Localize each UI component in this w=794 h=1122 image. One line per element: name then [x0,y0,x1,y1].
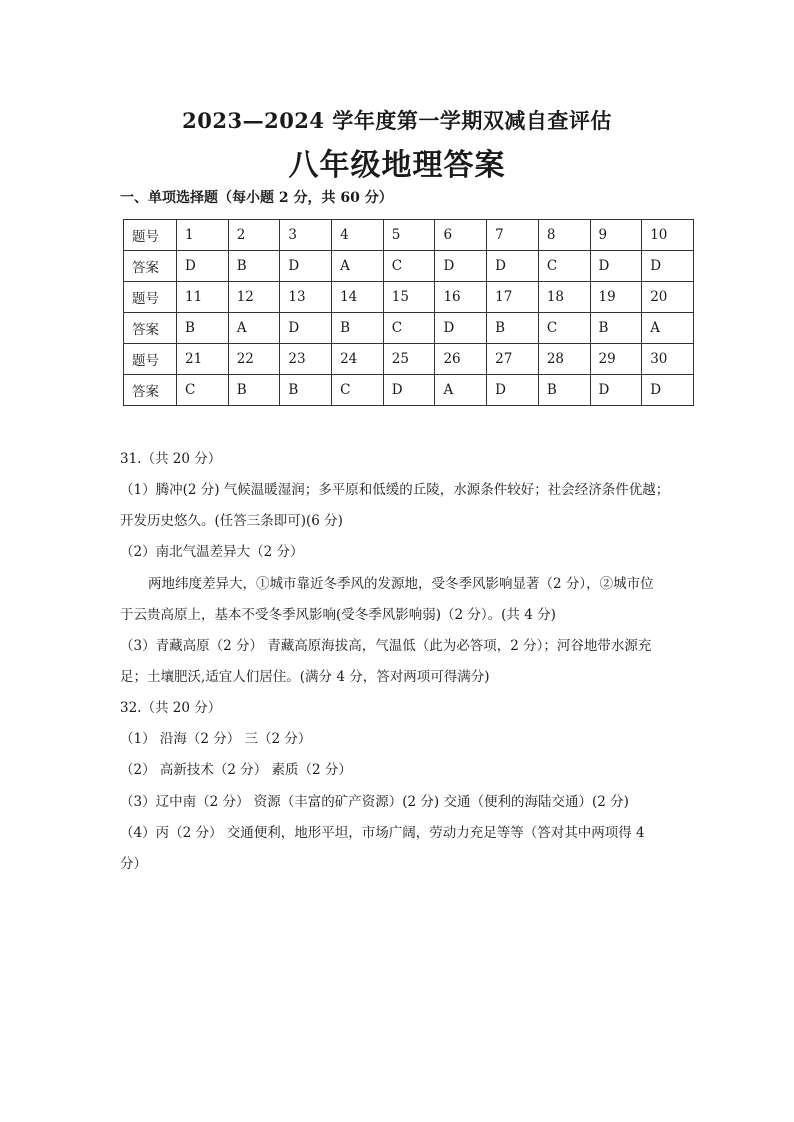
question-number-cell: 7 [487,220,539,251]
question-number-row [124,344,694,375]
question-number-cell: 23 [280,344,332,375]
answer-cell: A [642,313,694,344]
question-number-cell: 30 [642,344,694,375]
answer-cell: D [590,375,642,406]
q31-line2: 开发历史悠久。(任答三条即可)(6 分) [120,513,343,529]
answer-cell: C [177,375,229,406]
q31-line4: 两地纬度差异大，①城市靠近冬季风的发源地，受冬季风影响显著（2 分），②城市位 [148,576,654,592]
answer-cell: C [538,313,590,344]
answer-cell: D [280,313,332,344]
question-number-cell: 9 [590,220,642,251]
answer-cell: C [383,313,435,344]
answer-cell: B [280,375,332,406]
question-number-cell: 24 [332,344,384,375]
answer-row-label: 答案 [124,375,177,406]
question-number-row-label: 题号 [124,282,177,313]
question-number-cell: 8 [538,220,590,251]
question-number-cell: 19 [590,282,642,313]
answer-cell: D [280,251,332,282]
question-number-cell: 2 [228,220,280,251]
q31-line3: （2）南北气温差异大（2 分） [120,544,304,560]
answer-cell: D [487,375,539,406]
answer-cell: D [177,251,229,282]
answer-cell: D [435,313,487,344]
answer-cell: C [538,251,590,282]
q32-line3: （3）辽中南（2 分） 资源（丰富的矿产资源）(2 分) 交通（便利的海陆交通）(2 分) [120,794,629,810]
question-number-row-label: 题号 [124,344,177,375]
question-number-row-label: 题号 [124,220,177,251]
answer-cell: D [642,251,694,282]
answer-cell: B [487,313,539,344]
answer-cell: A [435,375,487,406]
q31-line6: （3）青藏高原（2 分） 青藏高原海拔高，气温低（此为必答项，2 分）；河谷地带水源充 [120,638,652,654]
question-number-cell: 11 [177,282,229,313]
answer-cell: B [177,313,229,344]
question-number-cell: 26 [435,344,487,375]
q31-line1: （1）腾冲(2 分) 气候温暖湿润；多平原和低缓的丘陵，水源条件较好；社会经济条件优越； [120,482,670,498]
answer-cell: B [590,313,642,344]
question-number-cell: 29 [590,344,642,375]
question-number-cell: 14 [332,282,384,313]
question-number-cell: 10 [642,220,694,251]
section1-heading: 一、单项选择题（每小题 2 分，共 60 分） [120,190,393,206]
question-number-cell: 18 [538,282,590,313]
question-number-row [124,220,694,251]
q32-line5: 分） [120,856,147,872]
question-number-cell: 16 [435,282,487,313]
question-number-row [124,282,694,313]
question-number-cell: 3 [280,220,332,251]
answer-row [124,375,694,406]
q32-heading: 32.（共 20 分） [120,700,222,716]
answer-cell: D [487,251,539,282]
q32-line2: （2） 高新技术（2 分） 素质（2 分） [120,762,352,778]
answer-cell: C [383,251,435,282]
question-number-cell: 25 [383,344,435,375]
question-number-cell: 15 [383,282,435,313]
answer-row-label: 答案 [124,313,177,344]
q32-line1: （1） 沿海（2 分） 三（2 分） [120,731,312,747]
q31-line7: 足；土壤肥沃,适宜人们居住。(满分 4 分，答对两项可得满分) [120,669,490,685]
answer-cell: D [383,375,435,406]
question-number-cell: 5 [383,220,435,251]
q31-line5: 于云贵高原上，基本不受冬季风影响(受冬季风影响弱)（2 分）。(共 4 分) [120,607,556,623]
answer-row [124,251,694,282]
question-number-cell: 28 [538,344,590,375]
question-number-cell: 17 [487,282,539,313]
answer-row [124,313,694,344]
question-number-cell: 1 [177,220,229,251]
question-number-cell: 4 [332,220,384,251]
question-number-cell: 12 [228,282,280,313]
question-number-cell: 21 [177,344,229,375]
answer-cell: B [228,375,280,406]
q32-line4: （4）丙（2 分） 交通便利，地形平坦，市场广阔，劳动力充足等等（答对其中两项得 4 [120,825,645,841]
question-number-cell: 13 [280,282,332,313]
answer-row-label: 答案 [124,251,177,282]
answer-cell: A [228,313,280,344]
question-number-cell: 27 [487,344,539,375]
answer-cell: B [228,251,280,282]
question-number-cell: 22 [228,344,280,375]
q31-heading: 31.（共 20 分） [120,451,222,467]
answer-table [123,219,694,406]
question-number-cell: 6 [435,220,487,251]
answer-cell: A [332,251,384,282]
answer-cell: D [435,251,487,282]
answer-cell: C [332,375,384,406]
question-number-cell: 20 [642,282,694,313]
answer-cell: B [332,313,384,344]
answer-cell: D [642,375,694,406]
answer-cell: B [538,375,590,406]
answer-cell: D [590,251,642,282]
answer-key-title: 八年级地理答案 [288,148,506,183]
exam-title: 2023—2024 学年度第一学期双减自查评估 [182,108,612,133]
